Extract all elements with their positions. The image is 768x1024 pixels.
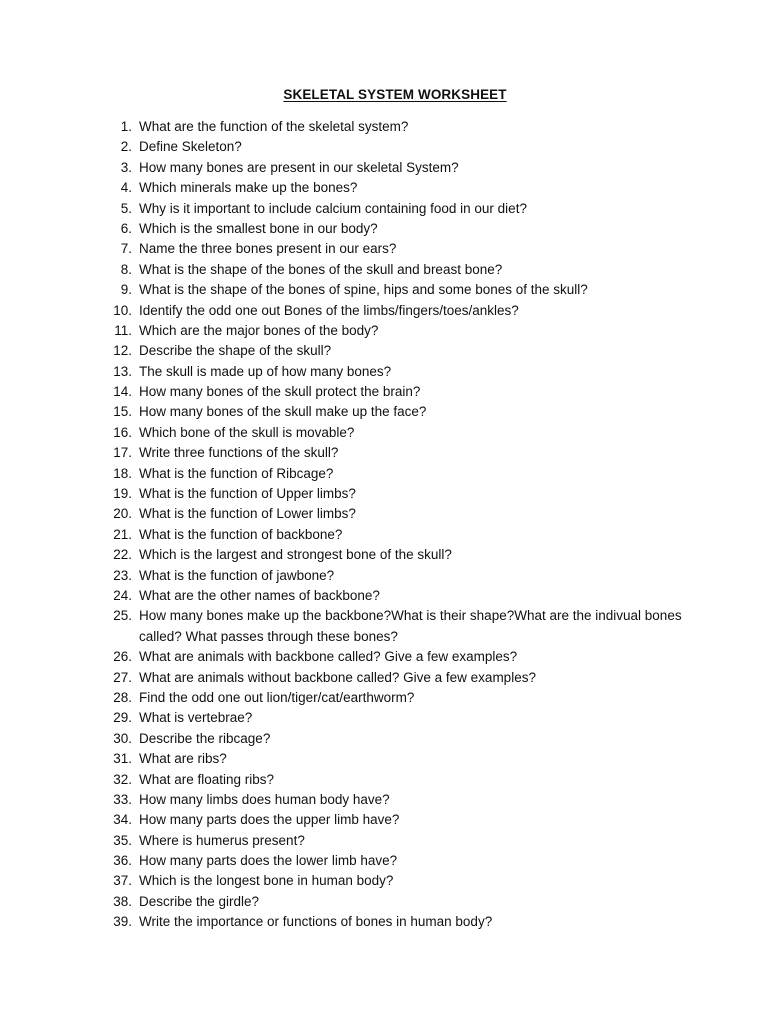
question-text: Write three functions of the skull? <box>139 445 339 461</box>
question-text: How many parts does the upper limb have? <box>139 812 400 828</box>
question-number: 18. <box>113 465 132 481</box>
question-item <box>0 647 768 667</box>
question-text: What are floating ribs? <box>139 771 275 787</box>
question-number: 25. <box>113 608 132 624</box>
question-text: Which is the longest bone in human body? <box>139 873 394 889</box>
question-number: 37. <box>113 873 132 889</box>
question-item <box>0 382 768 402</box>
question-number: 27. <box>113 669 132 685</box>
question-number: 38. <box>113 893 132 909</box>
question-item <box>0 504 768 524</box>
question-text: Which bone of the skull is movable? <box>139 424 355 440</box>
question-text: What are animals with backbone called? Give a few examples? <box>139 649 518 665</box>
question-text: What are the function of the skeletal system? <box>139 119 409 134</box>
question-number: 6. <box>120 220 132 236</box>
question-item <box>0 362 768 382</box>
question-text: What is the shape of the bones of spine, hips and some bones of the skull? <box>139 282 588 298</box>
question-text: What are the other names of backbone? <box>139 587 380 603</box>
question-text: Describe the shape of the skull? <box>139 343 332 359</box>
question-text: How many bones are present in our skeletal System? <box>139 159 459 175</box>
question-item <box>0 199 768 219</box>
question-item <box>0 770 768 790</box>
question-item <box>0 239 768 259</box>
question-text: How many bones make up the backbone?What is their shape?What are the indivual bones called? What passes through these bones? <box>139 608 682 644</box>
question-item <box>0 566 768 586</box>
question-number: 13. <box>113 363 132 379</box>
question-number: 20. <box>113 506 132 522</box>
question-number: 10. <box>113 302 132 318</box>
question-text: Describe the ribcage? <box>139 730 271 746</box>
question-item <box>0 810 768 830</box>
question-item <box>0 402 768 422</box>
question-text: Write the importance or functions of bones in human body? <box>139 914 493 930</box>
question-number: 39. <box>113 914 132 930</box>
question-text: Which is the largest and strongest bone of the skull? <box>139 547 452 563</box>
question-text: What is the shape of the bones of the skull and breast bone? <box>139 261 503 277</box>
question-number: 12. <box>113 343 132 359</box>
question-item <box>0 443 768 463</box>
question-item <box>0 545 768 565</box>
question-number: 15. <box>113 404 132 420</box>
question-number: 30. <box>113 730 132 746</box>
question-number: 14. <box>113 384 132 400</box>
question-number: 19. <box>113 486 132 502</box>
question-text: Define Skeleton? <box>139 139 242 155</box>
question-text: How many bones of the skull protect the brain? <box>139 384 421 400</box>
question-number: 17. <box>113 445 132 461</box>
question-text: What is the function of backbone? <box>139 526 343 542</box>
question-item <box>0 219 768 239</box>
question-item <box>0 178 768 198</box>
question-item <box>0 423 768 443</box>
question-text: Name the three bones present in our ears? <box>139 241 397 257</box>
question-item <box>0 708 768 728</box>
question-text: The skull is made up of how many bones? <box>139 363 392 379</box>
question-item <box>0 729 768 749</box>
question-text: What is the function of Upper limbs? <box>139 486 356 502</box>
question-item <box>0 321 768 341</box>
question-number: 32. <box>113 771 132 787</box>
question-item <box>0 117 768 137</box>
question-text: What is vertebrae? <box>139 710 253 726</box>
question-text: How many parts does the lower limb have? <box>139 853 398 869</box>
question-number: 22. <box>113 547 132 563</box>
question-number: 16. <box>113 424 132 440</box>
question-number: 4. <box>120 180 132 196</box>
question-number: 34. <box>113 812 132 828</box>
question-number: 31. <box>113 751 132 767</box>
question-item <box>0 871 768 891</box>
question-item <box>0 749 768 769</box>
question-item <box>0 464 768 484</box>
question-text: Describe the girdle? <box>139 893 260 909</box>
question-number: 23. <box>113 567 132 583</box>
question-number: 9. <box>120 282 132 298</box>
question-number: 36. <box>113 853 132 869</box>
question-number: 1. <box>120 119 132 134</box>
question-item <box>0 831 768 851</box>
question-number: 35. <box>113 832 132 848</box>
page-title: SKELETAL SYSTEM WORKSHEET <box>283 87 507 102</box>
question-item <box>0 688 768 708</box>
question-item <box>0 341 768 361</box>
question-text: Which minerals make up the bones? <box>139 180 358 196</box>
question-item <box>0 668 768 688</box>
question-text: How many limbs does human body have? <box>139 791 390 807</box>
question-item <box>0 260 768 280</box>
question-number: 29. <box>113 710 132 726</box>
question-text: Find the odd one out lion/tiger/cat/earthworm? <box>139 689 415 705</box>
question-number: 26. <box>113 649 132 665</box>
question-item <box>0 525 768 545</box>
question-item <box>0 586 768 606</box>
question-text: What is the function of Ribcage? <box>139 465 334 481</box>
question-item <box>0 606 768 647</box>
question-text: How many bones of the skull make up the face? <box>139 404 427 420</box>
question-text: What are animals without backbone called? Give a few examples? <box>139 669 536 685</box>
question-number: 33. <box>113 791 132 807</box>
question-number: 24. <box>113 587 132 603</box>
question-item <box>0 790 768 810</box>
question-item <box>0 892 768 912</box>
question-item <box>0 912 768 932</box>
question-item <box>0 137 768 157</box>
question-text: Where is humerus present? <box>139 832 305 848</box>
question-text: Identify the odd one out Bones of the limbs/fingers/toes/ankles? <box>139 302 519 318</box>
question-item <box>0 158 768 178</box>
question-text: What is the function of Lower limbs? <box>139 506 356 522</box>
question-text: What is the function of jawbone? <box>139 567 335 583</box>
question-number: 5. <box>120 200 132 216</box>
question-text: Which is the smallest bone in our body? <box>139 220 378 236</box>
question-number: 7. <box>120 241 132 257</box>
question-list <box>0 117 768 933</box>
question-number: 2. <box>120 139 132 155</box>
question-text: Which are the major bones of the body? <box>139 322 379 338</box>
question-text: What are ribs? <box>139 751 227 767</box>
question-number: 28. <box>113 689 132 705</box>
question-item <box>0 301 768 321</box>
question-number: 8. <box>120 261 132 277</box>
question-item <box>0 280 768 300</box>
question-number: 3. <box>120 159 132 175</box>
question-number: 21. <box>113 526 132 542</box>
question-item <box>0 851 768 871</box>
question-number: 11. <box>114 322 132 338</box>
question-text: Why is it important to include calcium containing food in our diet? <box>139 200 527 216</box>
question-item <box>0 484 768 504</box>
